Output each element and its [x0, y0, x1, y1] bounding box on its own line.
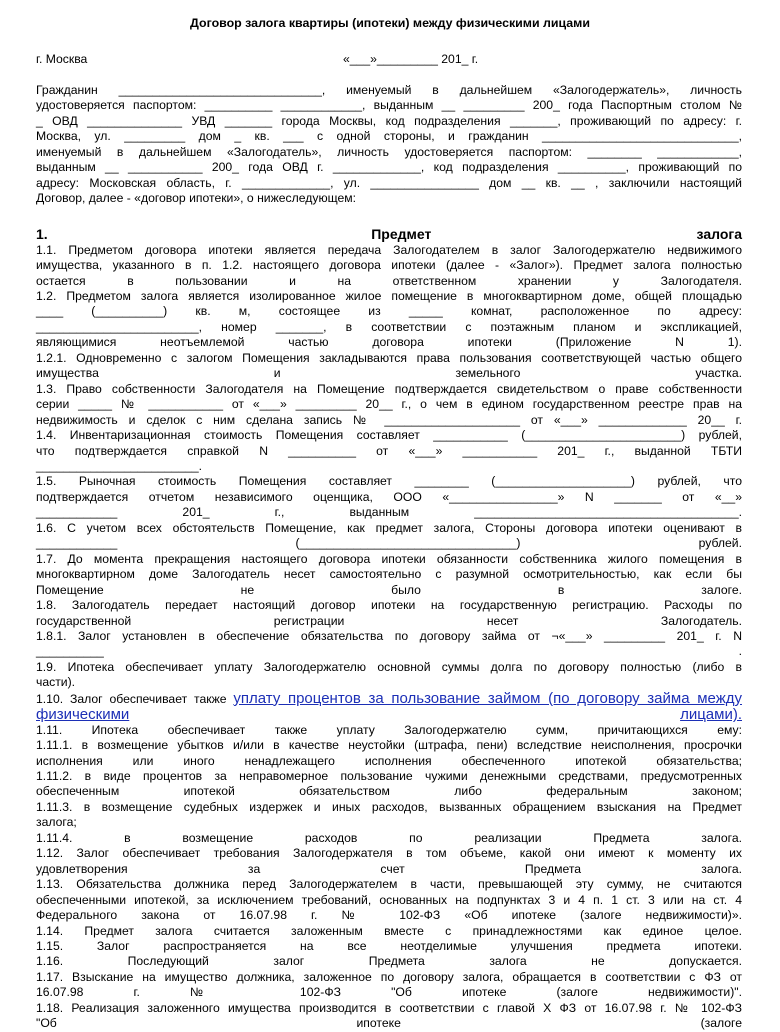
clause-line: 1.8.1. Залог установлен в обеспечение обязательства по договору займа от ¬«___» _________ 201_ г. N: [36, 628, 742, 643]
clause-line: удовлетворения за счет Предмета залога.: [36, 861, 742, 876]
clause-line: залога;: [36, 815, 77, 830]
clause-line: многоквартирном доме Залогодатель несет самостоятельно с разумной осмотрительностью, как если бы: [36, 567, 742, 582]
clause-line: Федерального закона от 16.07.98 г. № 102-ФЗ «Об ипотеке (залоге недвижимости)».: [36, 908, 742, 923]
clause-line: 1.2.1. Одновременно с залогом Помещения закладываются права пользования соответствующей частью общего: [36, 350, 742, 365]
section-clauses-2: [36, 723, 742, 1032]
clause-line: 1.14. Предмет залога считается заложенным вместе с принадлежностями как единое целое.: [36, 923, 742, 938]
clause-line: 1.2. Предметом залога является изолированное жилое помещение в многоквартирном доме, общей площадью: [36, 288, 742, 303]
clause-line: 1.11.1. в возмещение убытков и/или в качестве неустойки (штрафа, пени) вследствие неисполнения, просрочки: [36, 738, 742, 753]
clause-line: 1.1. Предметом договора ипотеки является передача Залогодателем в залог Залогодержателю недвижимого: [36, 242, 742, 257]
intro-line: выданным __ ___________ 200_ года ОВД г. _____________, код подразделения __________, проживающий по: [36, 160, 742, 175]
clause-line: 1.4. Инвентаризационная стоимость Помещения составляет ___________ (_______________________) рублей,: [36, 428, 742, 443]
intro-line: _ ОВД ______________ УВД _______ города Москвы, код подразделения _______, проживающий по адресу: г.: [36, 113, 742, 128]
intro-line: удостоверяется паспортом: __________ ____________, выданным __ _________ 200_ года Паспортным столом №: [36, 98, 742, 113]
clause-line: "Об ипотеке (залоге: [36, 1016, 742, 1031]
clause-line: серии _____ № ___________ от «___» _________ 20__ г., о чем в едином государственном реестре прав на: [36, 397, 742, 412]
clause-line: недвижимость и сделок с ним сделана запись № ____________________ от «___» _____________ 20__ г.: [36, 412, 742, 427]
intro-line: Москва, ул. _________ дом _ кв. ___ с одной стороны, и гражданин _____________________________,: [36, 129, 742, 144]
clause-line: 1.6. С учетом всех обстоятельств Помещение, как предмет залога, Стороны договора ипотеки оценивают в: [36, 520, 742, 535]
clause-line: ____________ 201_ г., выданным _______________________________________.: [36, 505, 742, 520]
document-body: [36, 83, 742, 1032]
section-title: Предмет: [371, 225, 432, 242]
document-title: Договор залога квартиры (ипотеки) между физическими лицами: [190, 16, 590, 30]
clause-line: ________________________, номер _______, в соответствии с поэтажным планом и экспликацией,: [36, 319, 742, 334]
section-title-word: залога: [696, 225, 742, 242]
contract-date: «___»_________ 201_ г.: [343, 52, 479, 66]
clause-line: 1.7. До момента прекращения настоящего договора ипотеки обязанности собственника жилого помещения в: [36, 551, 742, 566]
intro-line: Договор, далее - «договор ипотеки», о нижеследующем:: [36, 191, 357, 206]
clause-line: обеспеченным ипотекой обязательством либо федеральным законом;: [36, 784, 742, 799]
section-clauses: [36, 243, 742, 691]
clause-line: 1.9. Ипотека обеспечивает уплату Залогодержателю основной суммы долга по договору полностью (либо в: [36, 659, 742, 674]
section-heading: [36, 225, 742, 243]
clause-line: ____________ (________________________________) рублей.: [36, 536, 742, 551]
clause-1-10-link[interactable]: уплату процентов за пользование займом (по договору займа между: [233, 689, 742, 707]
clause-line: 1.11. Ипотека обеспечивает также уплату Залогодержателю сумм, причитающихся ему:: [36, 722, 742, 737]
clause-line: 1.8. Залогодатель передает настоящий договор ипотеки на государственную регистрацию. Расходы по: [36, 598, 742, 613]
clause-line: 1.17. Взыскание на имущество должника, заложенное по договору залога, обращается в соответствии с ФЗ от: [36, 969, 742, 984]
clause-line: государственной регистрации несет Залогодатель.: [36, 613, 742, 628]
clause-line: 1.11.3. в возмещение судебных издержек и иных расходов, вызванных обращением взыскания на Предмет: [36, 799, 742, 814]
clause-line: 1.12. Залог обеспечивает требования Залогодержателя в том объеме, какой они имеют к моменту их: [36, 846, 742, 861]
clause-line: обеспеченными ипотекой, за исключением требований, основанных на подпунктах 3 и 4 п. 1 ст. 3 или на ст. 4: [36, 892, 742, 907]
clause-line: ________________________.: [36, 458, 203, 473]
clause-line: 16.07.98 г. № 102-ФЗ "Об ипотеке (залоге недвижимости)".: [36, 985, 742, 1000]
clause-1-10-link-cont[interactable]: [36, 707, 742, 722]
clause-line: части).: [36, 675, 76, 690]
clause-line: имущества и земельного участка.: [36, 366, 742, 381]
clause-line: 1.11.4. в возмещение расходов по реализации Предмета залога.: [36, 830, 742, 845]
contract-place: г. Москва: [36, 52, 88, 66]
clause-line: подтверждается отчетом независимого оценщика, ООО «________________» N _______ от «__»: [36, 489, 742, 504]
clause-line: 1.18. Реализация заложенного имущества производится в соответствии с главой X ФЗ от 16.07.98 г. № 102-ФЗ: [36, 1000, 742, 1015]
clause-line: 1.13. Обязательства должника перед Залогодержателем в части, превышающей эту сумму, не считаются: [36, 877, 742, 892]
clause-line: 1.3. Право собственности Залогодателя на Помещение подтверждается свидетельством о праве собственности: [36, 381, 742, 396]
clause-line: исполнения или иного ненадлежащего исполнения обеспеченного ипотекой обязательства;: [36, 753, 742, 768]
clause-line: 1.15. Залог распространяется на все неотделимые улучшения предмета ипотеки.: [36, 939, 742, 954]
clause-line: 1.16. Последующий залог Предмета залога не допускается.: [36, 954, 742, 969]
link-word[interactable]: лицами).: [680, 706, 742, 724]
clause-line: ____ (__________) кв. м, состоящее из _____ комнат, расположенное по адресу:: [36, 304, 742, 319]
clause-line: 1.5. Рыночная стоимость Помещения составляет ________ (____________________) рублей, что: [36, 474, 742, 489]
clause-line: являющимися неотъемлемой частью договора ипотеки (Приложение N 1).: [36, 335, 742, 350]
clause-line: имущества, указанного в п. 1.2. настоящего договора ипотеки (далее - «Залог»). Предмет залога полностью: [36, 258, 742, 273]
intro-paragraph: [36, 83, 742, 207]
intro-line: адресу: Московская область, г. _____________, ул. ________________ дом __ кв. __ , заключили настоящий: [36, 175, 742, 190]
clause-line: 1.11.2. в виде процентов за неправомерное пользование чужими денежными средствами, предусмотренных: [36, 769, 742, 784]
intro-line: Гражданин ______________________________, именуемый в дальнейшем «Залогодержатель», личность: [36, 83, 742, 97]
section-number: 1.: [36, 225, 48, 242]
clause-1-10: [36, 691, 742, 707]
intro-line: именуемый в дальнейшем «Залогодатель», личность удостоверяется паспортом: ________ ____________,: [36, 144, 742, 159]
link-word[interactable]: физическими: [36, 706, 130, 724]
clause-1-10-text: 1.10. Залог обеспечивает также: [36, 691, 234, 706]
clause-line: что подтверждается справкой N __________ от «___» ___________ 201_ г., выданной ТБТИ: [36, 443, 742, 458]
clause-line: остается в пользовании и на ответственном хранении у Залогодателя.: [36, 273, 742, 288]
clause-line: Помещение не было в залоге.: [36, 582, 742, 597]
clause-line: __________ .: [36, 644, 742, 659]
clause-1-10-cont: [36, 707, 742, 722]
